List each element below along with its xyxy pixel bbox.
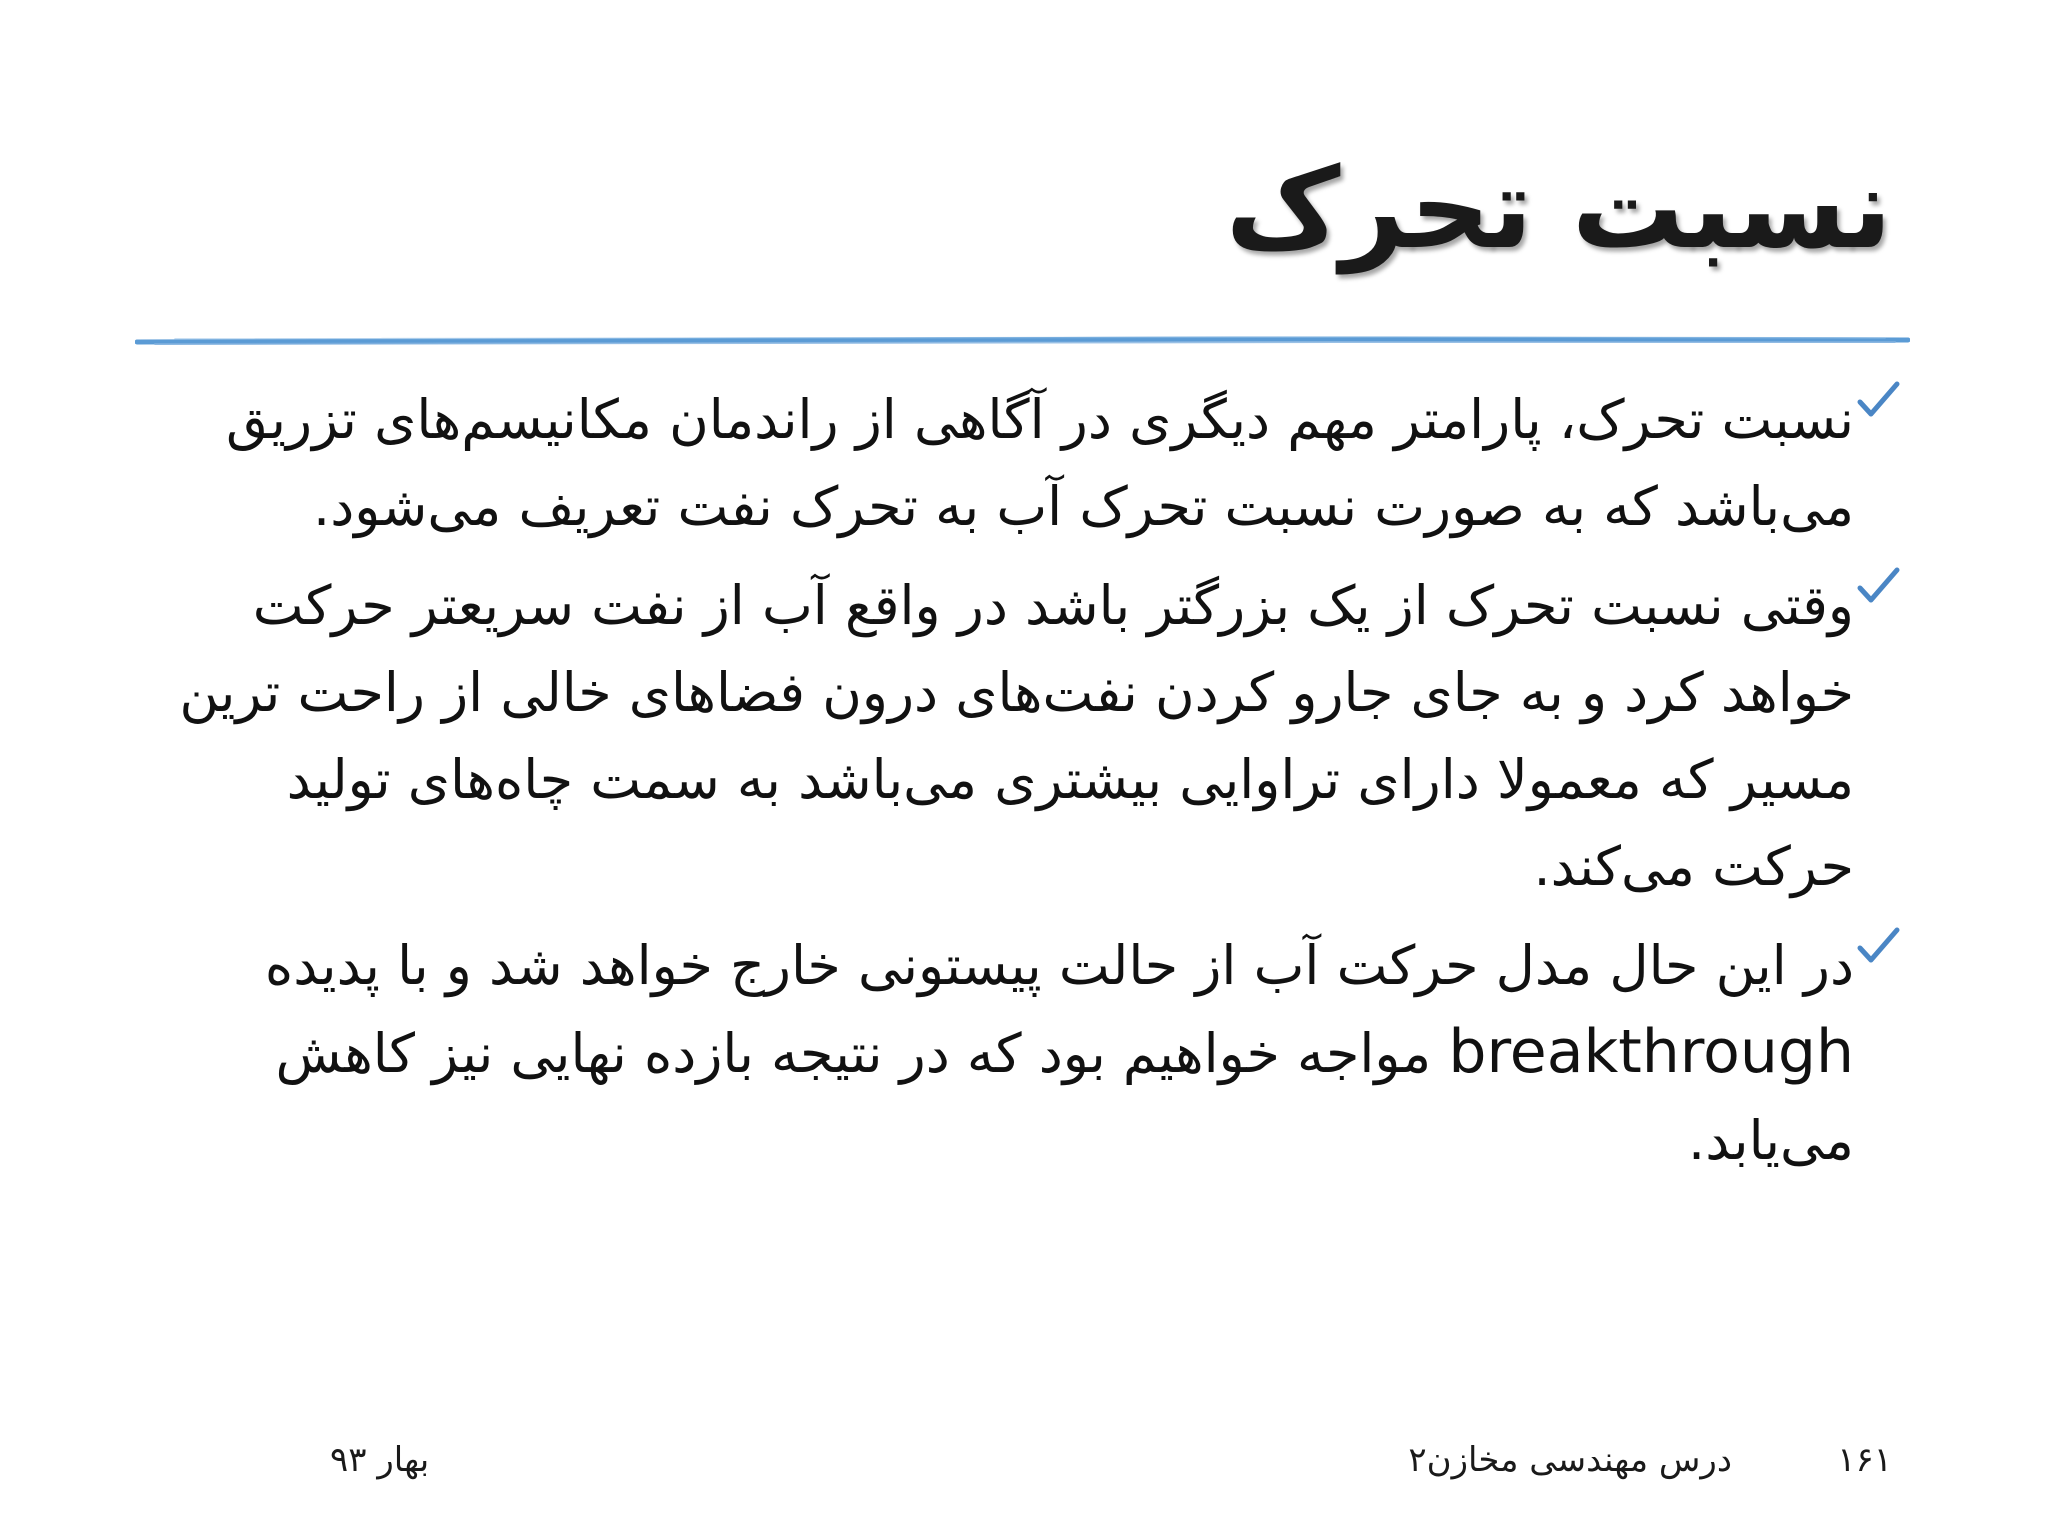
checkmark-icon: [1854, 926, 1900, 966]
bullet-list: [160, 376, 1900, 1196]
list-item: [160, 376, 1900, 550]
checkmark-icon: [1854, 380, 1900, 420]
breakthrough-term: breakthrough: [1448, 1017, 1854, 1087]
slide-title: نسبت تحرک: [1225, 144, 1892, 274]
bullet-text: نسبت تحرک، پارامتر مهم دیگری در آگاهی از راندمان مکانیسم‌های تزریق می‌باشد که به صورت نسبت تحرک آب به تحرک نفت تعریف می‌شود.: [225, 388, 1854, 538]
bullet-text-part: مواجه خواهیم بود که در نتیجه بازده نهایی نیز کاهش می‌یابد.: [275, 1022, 1854, 1172]
course-name: درس مهندسی مخازن۲: [1408, 1440, 1732, 1480]
bullet-text: وقتی نسبت تحرک از یک بزرگتر باشد در واقع آب از نفت سریعتر حرکت خواهد کرد و به جای جارو کردن نفت‌های درون فضاهای خالی از راحت ترین مسیر که معمولا دارای تراوایی بیشتری می‌باشد به سمت چاه‌های تولید حرکت می‌کند.: [179, 574, 1854, 898]
list-item: [160, 922, 1900, 1184]
bullet-text-part: در این حال مدل حرکت آب از حالت پیستونی خارج خواهد شد و با پدیده: [264, 934, 1854, 997]
term-label: بهار ۹۳: [330, 1440, 430, 1480]
bullet-text: [160, 922, 1854, 1184]
title-underline: [135, 333, 1910, 349]
list-item: [160, 562, 1900, 910]
page-number: ۱۶۱: [1837, 1440, 1892, 1480]
checkmark-icon: [1854, 566, 1900, 606]
